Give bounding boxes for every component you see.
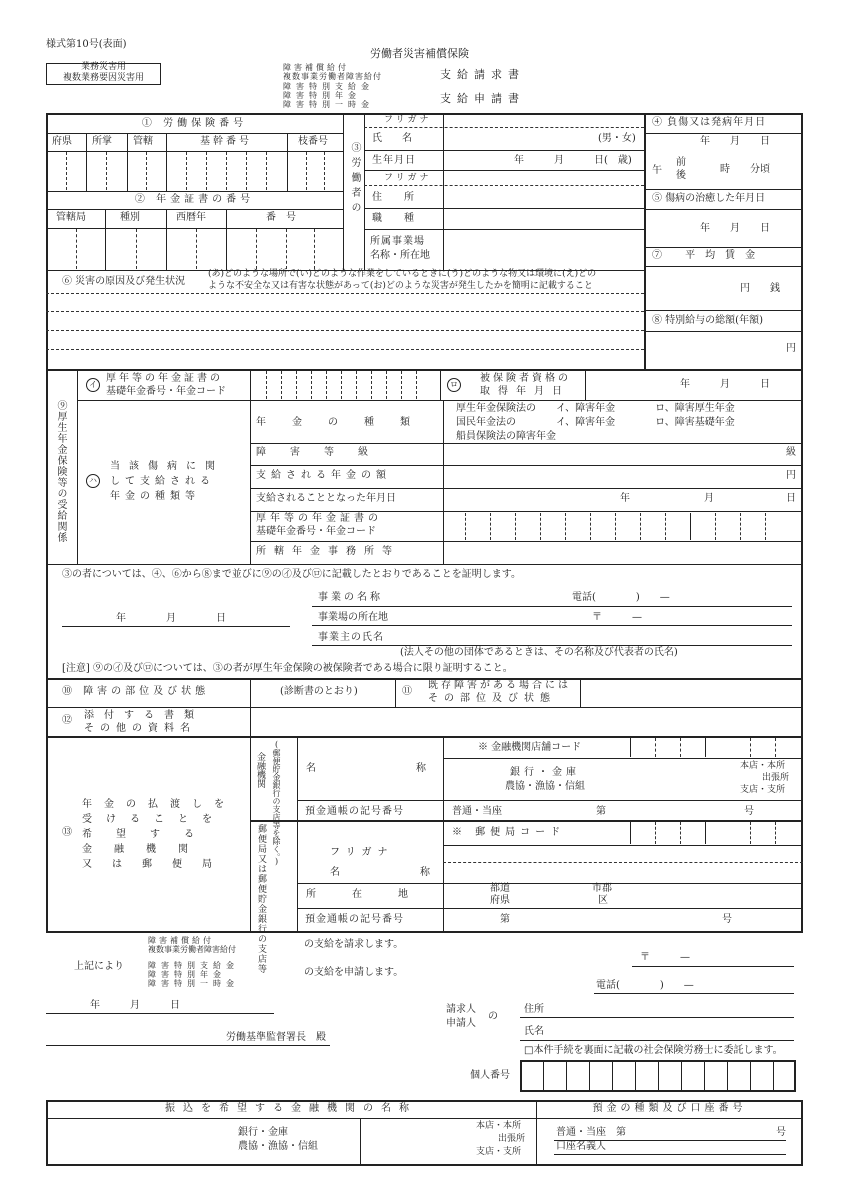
pref-1: 都道 bbox=[490, 883, 510, 894]
attach-num: ⑫ bbox=[62, 715, 72, 726]
header-line-4: 障害特別年金 bbox=[283, 91, 361, 100]
branch-1: 本店・本所 bbox=[740, 761, 786, 771]
footer-date: 年 月 日 bbox=[90, 1000, 180, 1011]
account-holder-label: 口座名義人 bbox=[556, 1141, 606, 1152]
start-day: 日 bbox=[786, 493, 796, 504]
biz-phone: 電話( ) — bbox=[572, 592, 670, 603]
amount-label: 支給される年金の額 bbox=[256, 470, 391, 481]
footer-line-5: 障害特別一時金 bbox=[148, 979, 239, 988]
ro-label-1: 被保険者資格の bbox=[480, 373, 571, 384]
request-1: 支給請求書 bbox=[440, 68, 525, 81]
special-wage-label: ⑧ 特別給与の総額(年額) bbox=[652, 315, 763, 326]
pension-cert-label: ② 年金証書の番号 bbox=[134, 194, 255, 205]
kind-3: 船員保険法の障害年金 bbox=[456, 431, 556, 442]
claimant-address: 住所 bbox=[524, 1004, 544, 1015]
footer-line-3: 障害特別支給金 bbox=[148, 961, 239, 970]
code-label-2: 基礎年金番号・年金コード bbox=[256, 526, 376, 537]
ha-label-2: して支給される bbox=[110, 476, 215, 487]
birth-field: 年 月 日( 歳) bbox=[514, 155, 632, 166]
col-year: 西暦年 bbox=[176, 212, 206, 223]
i-label-1: 厚年等の年金証書の bbox=[106, 373, 223, 384]
address-label: 住所 bbox=[372, 192, 436, 203]
owner-note: (法人その他の団体であるときは、その名称及び代表者の氏名) bbox=[400, 647, 678, 658]
request-2: 支給申請書 bbox=[440, 92, 525, 105]
post-account-label: 預金通帳の記号番号 bbox=[305, 914, 404, 925]
transfer-bank-header: 振込を希望する金融機関の名称 bbox=[165, 1103, 417, 1114]
bank-label-1: 年金の払渡しを bbox=[82, 799, 236, 810]
form-number: 様式第10号(表面) bbox=[46, 39, 127, 50]
bank-types-2: 農協・漁協・信組 bbox=[505, 781, 585, 792]
col-prefecture: 府県 bbox=[52, 136, 72, 147]
worker-vertical-label: ③労働者の bbox=[349, 142, 360, 217]
transfer-branch-1: 本店・本所 bbox=[476, 1121, 522, 1131]
start-year: 年 bbox=[620, 493, 630, 504]
city-2: 区 bbox=[598, 895, 608, 906]
i-label-2: 基礎年金番号・年金コード bbox=[106, 386, 226, 397]
ampm-prefix: 午 bbox=[652, 165, 662, 176]
footer-line-4: 障害特別年金 bbox=[148, 970, 226, 979]
transfer-account-go: 号 bbox=[776, 1127, 786, 1138]
header-line-1: 障害補償給付 bbox=[283, 63, 349, 72]
mark-ha: ハ bbox=[86, 474, 100, 488]
pension-office-label: 所轄年金事務所等 bbox=[256, 546, 400, 557]
cause-label: ⑥ 災害の原因及び発生状況 bbox=[62, 276, 186, 287]
certification-text: ③の者については、④、⑥から⑧まで並びに⑨の㋑及び㋺に記載したとおりであることを証明します。 bbox=[62, 569, 521, 580]
account-label: 預金通帳の記号番号 bbox=[305, 806, 404, 817]
healed-ymd: 年 月 日 bbox=[700, 223, 770, 234]
ha-label-1: 当該傷病に関 bbox=[110, 461, 224, 472]
bank-label-4: 金融機関 bbox=[82, 844, 210, 855]
category-2: 複数業務要因災害用 bbox=[62, 73, 144, 83]
header-line-3: 障害特別支給金 bbox=[283, 82, 374, 91]
office-label-2: 名称・所在地 bbox=[370, 250, 430, 261]
footer-above: 上記により bbox=[74, 961, 124, 972]
bank-vertical-2: (郵便貯金銀行の支店等を除く。) bbox=[272, 740, 281, 866]
start-month: 月 bbox=[704, 493, 714, 504]
col-bureau: 管轄局 bbox=[56, 212, 86, 223]
pension-vertical-label: ⑨厚生年金保険等の受給関係 bbox=[55, 400, 66, 543]
claimant-1: 請求人 bbox=[446, 1004, 476, 1015]
code-label-1: 厚年等の年金証書の bbox=[256, 513, 382, 524]
diag-note: (診断書のとおり) bbox=[280, 686, 358, 697]
footer-phone: 電話( ) — bbox=[596, 980, 694, 991]
owner-label: 事業主の氏名 bbox=[318, 632, 384, 643]
cause-note-2: ような不安全な又は有害な状態があって(お)どのような災害が発生したかを簡明に記載すること bbox=[208, 281, 593, 291]
labor-office: 労働基準監督署長 殿 bbox=[226, 1032, 326, 1043]
footer-claim: の支給を請求します。 bbox=[304, 939, 404, 950]
col-branch-number: 枝番号 bbox=[298, 136, 328, 147]
sex-field: (男・女) bbox=[598, 133, 636, 144]
ha-label-3: 年金の種類等 bbox=[110, 491, 200, 502]
transfer-bank-2: 農協・漁協・信組 bbox=[238, 1141, 318, 1152]
footer-apply: の支給を申請します。 bbox=[304, 967, 404, 978]
ro-ymd: 年 月 日 bbox=[680, 379, 770, 390]
bank-num: ⑬ bbox=[62, 827, 72, 838]
col-kankatsu: 管轄 bbox=[133, 136, 153, 147]
bank-types-1: 銀行・金庫 bbox=[510, 767, 580, 778]
account-type: 普通・当座 bbox=[452, 806, 502, 817]
footer-line-2: 複数事業労働者障害給付 bbox=[148, 945, 236, 954]
am-label: 前 bbox=[676, 157, 686, 168]
insurance-number-label: ① 労働保険番号 bbox=[141, 118, 248, 129]
healed-date-label: ⑤ 傷病の治癒した年月日 bbox=[652, 193, 766, 204]
existing-label-1: 既存障害がある場合には bbox=[428, 680, 571, 691]
start-date-label: 支給されることとなった年月日 bbox=[256, 493, 396, 504]
existing-label-2: その部位及び状態 bbox=[428, 693, 556, 704]
bank-label-2: 受けることを bbox=[82, 814, 226, 825]
post-acct-no: 第 bbox=[500, 914, 510, 925]
mark-ro: ロ bbox=[447, 378, 461, 392]
name-label: 氏名 bbox=[372, 133, 432, 144]
ro-label-2: 取得年月日 bbox=[480, 386, 570, 397]
post-name-label: 名称 bbox=[330, 867, 510, 878]
caution-note: [注意] ⑨の㋑及び㋺については、③の者が厚生年金保険の被保険者である場合に限り証明すること。 bbox=[62, 663, 513, 674]
bank-code-label: ※ 金融機関店舗コード bbox=[478, 742, 582, 753]
col-kind: 種別 bbox=[120, 212, 140, 223]
furigana-label: フリガナ bbox=[384, 115, 432, 125]
biz-postal: 〒 — bbox=[592, 612, 642, 623]
post-vertical: 郵便局又は郵便貯金銀行の支店等 bbox=[256, 824, 266, 974]
post-furigana: フリガナ bbox=[330, 847, 394, 858]
transfer-branch-2: 出張所 bbox=[498, 1134, 526, 1144]
kind-2: 国民年金法の イ、障害年金 ロ、障害基礎年金 bbox=[456, 417, 735, 428]
transfer-bank-1: 銀行・金庫 bbox=[238, 1127, 288, 1138]
header-line-2: 複数事業労働者障害給付 bbox=[283, 72, 382, 81]
account-no: 第 bbox=[596, 806, 606, 817]
kind-label: 年金の種類 bbox=[256, 417, 436, 428]
grade-unit: 級 bbox=[786, 447, 796, 458]
pref-2: 府県 bbox=[490, 895, 510, 906]
post-location-label: 所在地 bbox=[306, 889, 444, 900]
existing-num: ⑪ bbox=[402, 686, 412, 697]
bank-vertical: 金融機関 bbox=[255, 752, 265, 788]
post-acct-go: 号 bbox=[722, 914, 732, 925]
disability-label: ⑩ 障害の部位及び状態 bbox=[62, 686, 210, 697]
branch-2: 出張所 bbox=[762, 773, 790, 783]
bank-label-3: 希望する bbox=[82, 829, 218, 840]
avg-wage-label: ⑦ 平均賃金 bbox=[652, 250, 766, 261]
avg-wage-unit: 円 銭 bbox=[740, 283, 780, 294]
account-go: 号 bbox=[744, 806, 754, 817]
claimant-2: 申請人 bbox=[446, 1018, 476, 1029]
injury-date-label: ④ 負傷又は発病年月日 bbox=[652, 117, 767, 128]
transfer-branch-3: 支店・支所 bbox=[476, 1147, 522, 1157]
furigana-label-2: フリガナ bbox=[384, 173, 432, 183]
cause-note-1: (あ)どのような場所で(い)どのような作業をしているときに(う)どのような物又は環境に(え)どの bbox=[208, 269, 597, 279]
special-wage-unit: 円 bbox=[786, 343, 796, 354]
delegate-check[interactable]: □本件手続を裏面に記載の社会保険労務士に委託します。 bbox=[524, 1045, 783, 1056]
attach-label-2: その他の資料名 bbox=[84, 723, 196, 734]
office-label: 所属事業場 bbox=[370, 236, 425, 247]
form-title: 労働者災害補償保険 bbox=[370, 47, 469, 60]
col-shosho: 所掌 bbox=[92, 136, 112, 147]
category-1: 業務災害用 bbox=[80, 62, 126, 72]
footer-postal: 〒 — bbox=[640, 952, 690, 963]
branch-3: 支店・支所 bbox=[740, 785, 786, 795]
job-label: 職種 bbox=[372, 213, 436, 224]
biz-addr-label: 事業場の所在地 bbox=[318, 612, 388, 623]
attach-label-1: 添付する書類 bbox=[84, 710, 204, 721]
mark-i: イ bbox=[86, 378, 100, 392]
injury-time: 時 分頃 bbox=[720, 164, 770, 175]
bank-name-label: 名称 bbox=[306, 763, 526, 774]
col-number: 番号 bbox=[266, 212, 306, 223]
pm-label: 後 bbox=[676, 170, 686, 181]
claimant-no: の bbox=[488, 1011, 498, 1022]
transfer-account-header: 預金の種類及び口座番号 bbox=[592, 1103, 747, 1114]
kind-1: 厚生年金保険法の イ、障害年金 ロ、障害厚生年金 bbox=[456, 403, 735, 414]
cert-date: 年 月 日 bbox=[116, 613, 226, 624]
header-line-5: 障害特別一時金 bbox=[283, 100, 374, 109]
footer-line-1: 障害補償給付 bbox=[148, 936, 214, 945]
grade-label: 障害等級 bbox=[256, 447, 392, 458]
id-number-label: 個人番号 bbox=[470, 1070, 510, 1081]
bank-label-5: 又は郵便局 bbox=[82, 859, 232, 870]
post-code-label: ※ 郵便局コード bbox=[452, 827, 566, 838]
injury-ymd: 年 月 日 bbox=[700, 136, 770, 147]
birth-label: 生年月日 bbox=[372, 155, 416, 166]
biz-name-label: 事業の名称 bbox=[318, 592, 383, 603]
transfer-account-type: 普通・当座 第 bbox=[556, 1127, 626, 1138]
claimant-name: 氏名 bbox=[524, 1026, 544, 1037]
amount-unit: 円 bbox=[786, 470, 796, 481]
col-base-number: 基幹番号 bbox=[200, 136, 252, 147]
city-1: 市郡 bbox=[592, 883, 612, 894]
